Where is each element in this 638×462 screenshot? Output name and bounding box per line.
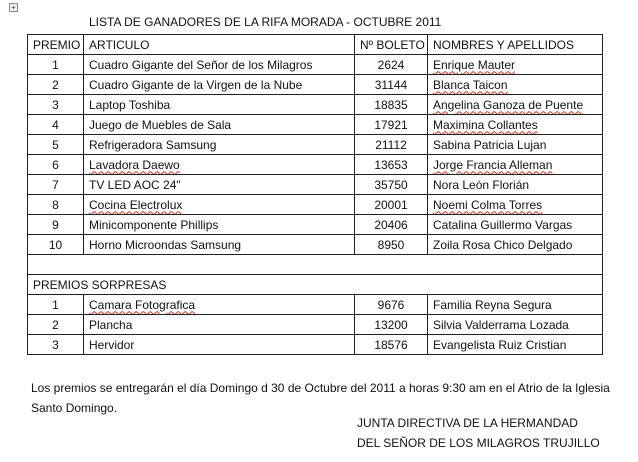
nombre-text: Angelina Ganoza de Puente <box>433 97 584 112</box>
table-row <box>28 115 603 135</box>
nombre-cell: Sabina Patricia Lujan <box>428 135 603 155</box>
boleto-cell: 21112 <box>355 135 428 155</box>
nombre-cell <box>428 95 603 115</box>
winners-table <box>27 34 603 355</box>
boleto-cell: 20001 <box>355 195 428 215</box>
premio-cell: 8 <box>28 195 84 215</box>
nombre-cell: Evangelista Ruiz Cristian <box>428 335 603 355</box>
premio-cell: 2 <box>28 75 84 95</box>
table-row <box>28 175 603 195</box>
spacer-cell <box>28 255 603 275</box>
premio-cell: 9 <box>28 215 84 235</box>
boleto-cell: 9676 <box>355 295 428 315</box>
premio-cell: 1 <box>28 295 84 315</box>
articulo-cell: Minicomponente Phillips <box>84 215 355 235</box>
header-nombre: NOMBRES Y APELLIDOS <box>428 35 603 55</box>
nombre-text: Enrique Mauter <box>433 57 516 72</box>
surprise-heading-row <box>28 275 603 295</box>
table-row <box>28 315 603 335</box>
articulo-text: Camara Fotografica <box>89 297 196 312</box>
articulo-text: Cocina Electrolux <box>89 197 183 212</box>
articulo-cell: Hervidor <box>84 335 355 355</box>
table-header-row <box>28 35 603 55</box>
articulo-cell <box>84 195 355 215</box>
premio-cell: 3 <box>28 335 84 355</box>
articulo-cell: Cuadro Gigante de la Virgen de la Nube <box>84 75 355 95</box>
header-boleto: Nº BOLETO <box>355 35 428 55</box>
table-row <box>28 55 603 75</box>
nombre-cell: Nora León Florián <box>428 175 603 195</box>
nombre-text: Maximina Collantes <box>433 117 538 132</box>
premio-cell: 10 <box>28 235 84 255</box>
boleto-cell: 13200 <box>355 315 428 335</box>
premio-cell: 6 <box>28 155 84 175</box>
boleto-cell: 18576 <box>355 335 428 355</box>
nombre-cell: Zoila Rosa Chico Delgado <box>428 235 603 255</box>
signature-line-1: JUNTA DIRECTIVA DE LA HERMANDAD <box>357 416 578 430</box>
nombre-cell <box>428 115 603 135</box>
articulo-cell: Plancha <box>84 315 355 335</box>
nombre-cell: Familia Reyna Segura <box>428 295 603 315</box>
articulo-cell: Horno Microondas Samsung <box>84 235 355 255</box>
table-row <box>28 155 603 175</box>
articulo-cell: Laptop Toshiba <box>84 95 355 115</box>
boleto-cell: 8950 <box>355 235 428 255</box>
articulo-cell <box>84 155 355 175</box>
articulo-cell: Refrigeradora Samsung <box>84 135 355 155</box>
surprise-heading: PREMIOS SORPRESAS <box>28 275 603 295</box>
boleto-cell: 31144 <box>355 75 428 95</box>
boleto-cell: 35750 <box>355 175 428 195</box>
nombre-cell <box>428 195 603 215</box>
table-row <box>28 95 603 115</box>
document-title: LISTA DE GANADORES DE LA RIFA MORADA - OCTUBRE 2011 <box>89 15 442 29</box>
premio-cell: 4 <box>28 115 84 135</box>
table-move-icon[interactable]: + <box>9 3 18 12</box>
nombre-cell <box>428 55 603 75</box>
premio-cell: 3 <box>28 95 84 115</box>
nombre-text: Blanca Taicon <box>433 77 508 92</box>
premio-cell: 7 <box>28 175 84 195</box>
table-row <box>28 135 603 155</box>
table-row <box>28 195 603 215</box>
articulo-text: Lavadora Daewo <box>89 157 180 172</box>
articulo-cell: TV LED AOC 24" <box>84 175 355 195</box>
table-row <box>28 235 603 255</box>
nombre-cell <box>428 75 603 95</box>
table-row <box>28 335 603 355</box>
nombre-cell: Silvia Valderrama Lozada <box>428 315 603 335</box>
boleto-cell: 2624 <box>355 55 428 75</box>
premio-cell: 1 <box>28 55 84 75</box>
boleto-cell: 18835 <box>355 95 428 115</box>
articulo-cell <box>84 295 355 315</box>
nombre-text: Jorge Francia Alleman <box>433 157 553 172</box>
boleto-cell: 20406 <box>355 215 428 235</box>
nombre-cell <box>428 155 603 175</box>
boleto-cell: 13653 <box>355 155 428 175</box>
delivery-note: Los premios se entregarán el día Domingo d 30 de Octubre del 2011 a horas 9:30 am en el Atrio de la Iglesia Santo Domingo. <box>31 381 610 415</box>
table-spacer-row <box>28 255 603 275</box>
header-premio: PREMIO <box>28 35 84 55</box>
signature-line-2: DEL SEÑOR DE LOS MILAGROS TRUJILLO <box>357 436 600 450</box>
articulo-cell: Cuadro Gigante del Señor de los Milagros <box>84 55 355 75</box>
table-row <box>28 215 603 235</box>
table-row <box>28 75 603 95</box>
nombre-cell: Catalina Guillermo Vargas <box>428 215 603 235</box>
nombre-text: Noemi Colma Torres <box>433 197 543 212</box>
boleto-cell: 17921 <box>355 115 428 135</box>
premio-cell: 2 <box>28 315 84 335</box>
signature-block <box>357 413 600 453</box>
table-row <box>28 295 603 315</box>
articulo-cell: Juego de Muebles de Sala <box>84 115 355 135</box>
premio-cell: 5 <box>28 135 84 155</box>
header-articulo: ARTICULO <box>84 35 355 55</box>
